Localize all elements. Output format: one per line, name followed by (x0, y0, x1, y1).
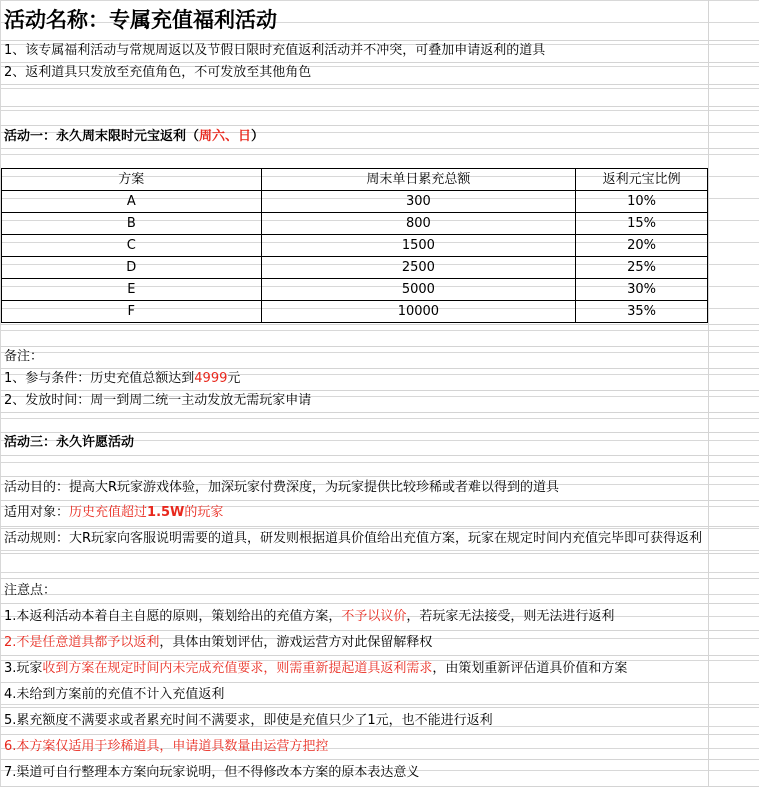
intro-line-1: 1、该专属福利活动与常规周返以及节假日限时充值返利活动并不冲突，可叠加申请返利的道具 (4, 43, 546, 58)
cell-plan: B (2, 213, 262, 235)
table-row (2, 257, 708, 279)
cell-amount: 1500 (261, 235, 576, 257)
notice-item-3-red: 收到方案在规定时间内未完成充值要求，则需重新提起道具返利需求 (42, 661, 433, 676)
row-divider (0, 707, 759, 708)
row-divider (0, 324, 759, 325)
note-1 (4, 369, 240, 389)
row-divider (0, 500, 759, 501)
row-divider (0, 682, 759, 683)
cell-ratio: 35% (576, 301, 708, 323)
row-divider (0, 455, 759, 456)
cell-plan: E (2, 279, 262, 301)
header-plan: 方案 (2, 169, 262, 191)
cell-amount: 2500 (261, 257, 576, 279)
notice-item-1 (4, 607, 614, 627)
note-1-amount: 4999 (194, 371, 228, 386)
cell-ratio: 10% (576, 191, 708, 213)
cell-amount: 5000 (261, 279, 576, 301)
row-divider (0, 476, 759, 477)
activity1-heading-text: 活动一：永久周末限时元宝返利（ (4, 129, 200, 144)
notice-item-2-b: ，具体由策划评估，游戏运营方对此保留解释权 (159, 635, 433, 650)
table-row (2, 191, 708, 213)
cell-plan: A (2, 191, 262, 213)
activity3-heading: 活动三：永久许愿活动 (4, 435, 135, 450)
activity3-rules: 活动规则：大R玩家向客服说明需要的道具，研发则根据道具价值给出充值方案，玩家在规定时间内充值完毕即可获得返利 (4, 531, 703, 546)
cell-amount: 10000 (261, 301, 576, 323)
table-row (2, 213, 708, 235)
notice-item-3-a: 3.玩家 (4, 661, 43, 676)
notice-item-2 (4, 633, 432, 653)
notice-item-2-red: 2.不是任意道具都予以返利 (4, 635, 160, 650)
header-amount: 周末单日累充总额 (261, 169, 576, 191)
row-divider (0, 734, 759, 735)
activity3-target (4, 503, 223, 523)
table-row (2, 301, 708, 323)
row-divider (0, 603, 759, 604)
row-divider (0, 655, 759, 656)
row-divider (0, 630, 759, 631)
row-divider (0, 125, 759, 126)
table-row (2, 235, 708, 257)
notice-item-7: 7.渠道可自行整理本方案向玩家说明，但不得修改本方案的原本表达意义 (4, 765, 420, 780)
notice-label: 注意点： (4, 583, 57, 598)
target-text: 历史充值超过 (69, 505, 148, 520)
cell-plan: D (2, 257, 262, 279)
activity1-heading-close: ） (251, 129, 265, 144)
note-1-text: 1、参与条件：历史充值总额达到 (4, 371, 195, 386)
row-divider (0, 526, 759, 527)
notice-item-5: 5.累充额度不满要求或者累充时间不满要求，即使是充值只少了1元，也不能进行返利 (4, 713, 493, 728)
notice-item-6: 6.本方案仅适用于珍稀道具，申请道具数量由运营方把控 (4, 739, 329, 754)
row-divider (0, 759, 759, 760)
notice-item-1-red: 不予以议价 (341, 609, 407, 624)
cell-amount: 800 (261, 213, 576, 235)
notes-label: 备注： (4, 349, 44, 364)
cell-ratio: 15% (576, 213, 708, 235)
cell-amount: 300 (261, 191, 576, 213)
notice-item-4: 4.未给到方案前的充值不计入充值返利 (4, 687, 225, 702)
notice-item-1-a: 1.本返利活动本着自主自愿的原则，策划给出的充值方案， (4, 609, 342, 624)
cell-plan: F (2, 301, 262, 323)
cell-ratio: 20% (576, 235, 708, 257)
cell-plan: C (2, 235, 262, 257)
note-1-unit: 元 (227, 371, 241, 386)
activity3-purpose: 活动目的：提高大R玩家游戏体验，加深玩家付费深度，为玩家提供比较珍稀或者难以得到的道具 (4, 480, 560, 495)
activity1-heading-days: 周六、日 (199, 129, 252, 144)
rebate-table (1, 168, 708, 323)
notice-item-3 (4, 659, 627, 679)
row-divider (0, 106, 759, 107)
notice-item-3-b: ，由策划重新评估道具价值和方案 (432, 661, 628, 676)
note-2: 2、发放时间：周一到周二统一主动发放无需玩家申请 (4, 393, 312, 408)
header-ratio: 返利元宝比例 (576, 169, 708, 191)
row-divider (0, 578, 759, 579)
row-divider (0, 553, 759, 554)
target-suffix: 的玩家 (184, 505, 224, 520)
activity1-heading (4, 127, 264, 147)
cell-ratio: 30% (576, 279, 708, 301)
cell-ratio: 25% (576, 257, 708, 279)
target-label: 适用对象： (4, 505, 70, 520)
table-row (2, 279, 708, 301)
page-title: 活动名称：专属充值福利活动 (4, 8, 277, 32)
table-header-row (2, 169, 708, 191)
notice-item-1-b: ，若玩家无法接受，则无法进行返利 (406, 609, 615, 624)
intro-line-2: 2、返利道具只发放至充值角色，不可发放至其他角色 (4, 65, 312, 80)
target-amount: 1.5W (147, 505, 185, 520)
